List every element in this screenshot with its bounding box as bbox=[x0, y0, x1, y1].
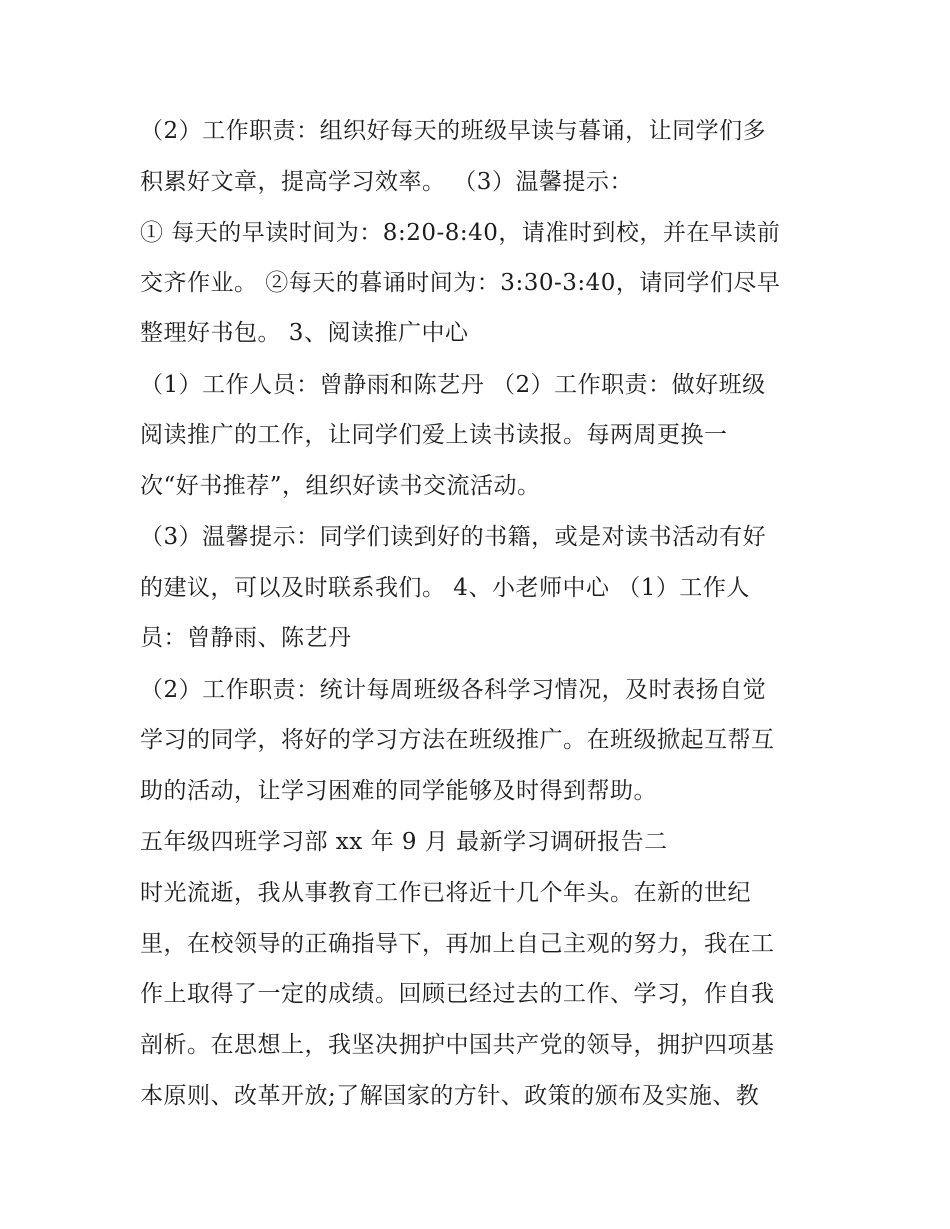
text-line: 助的活动，让学习困难的同学能够及时得到帮助。 bbox=[140, 778, 657, 804]
text-line: 作上取得了一定的成绩。回顾已经过去的工作、学习，作自我 bbox=[140, 981, 775, 1007]
text-line: ① 每天的早读时间为：8:20-8:40，请准时到校，并在早读前 bbox=[140, 220, 781, 246]
text-line: 员：曾静雨、陈艺丹 bbox=[140, 625, 352, 651]
section-title: 五年级四班学习部 xx 年 9 月 最新学习调研报告二 bbox=[140, 829, 668, 855]
text-line: 的建议，可以及时联系我们。 4、小老师中心 （1）工作人 bbox=[140, 575, 750, 601]
text-line: 里，在校领导的正确指导下，再加上自己主观的努力，我在工 bbox=[140, 931, 775, 957]
text-line: 剖析。在思想上，我坚决拥护中国共产党的领导，拥护四项基 bbox=[140, 1032, 775, 1058]
text-line: 本原则、改革开放;了解国家的方针、政策的颁布及实施、教 bbox=[140, 1083, 760, 1109]
text-line: （2）工作职责：组织好每天的班级早读与暮诵，让同学们多 bbox=[140, 118, 767, 144]
text-line: （2）工作职责：统计每周班级各科学习情况，及时表扬自觉 bbox=[140, 677, 767, 703]
text-line: 整理好书包。 3、阅读推广中心 bbox=[140, 320, 469, 346]
text-line: （1）工作人员：曾静雨和陈艺丹 （2）工作职责：做好班级 bbox=[140, 372, 766, 398]
text-line: 阅读推广的工作，让同学们爱上读书读报。每两周更换一 bbox=[140, 422, 728, 448]
text-line: 学习的同学，将好的学习方法在班级推广。在班级掀起互帮互 bbox=[140, 727, 775, 753]
text-line: （3）温馨提示：同学们读到好的书籍，或是对读书活动有好 bbox=[140, 524, 767, 550]
text-line: 次“好书推荐”，组织好读书交流活动。 bbox=[140, 473, 541, 499]
text-line: 交齐作业。 ②每天的暮诵时间为：3:30-3:40，请同学们尽早 bbox=[140, 270, 781, 296]
text-line: 积累好文章，提高学习效率。 （3）温馨提示： bbox=[140, 169, 633, 195]
text-line: 时光流逝，我从事教育工作已将近十几个年头。在新的世纪 bbox=[140, 880, 751, 906]
